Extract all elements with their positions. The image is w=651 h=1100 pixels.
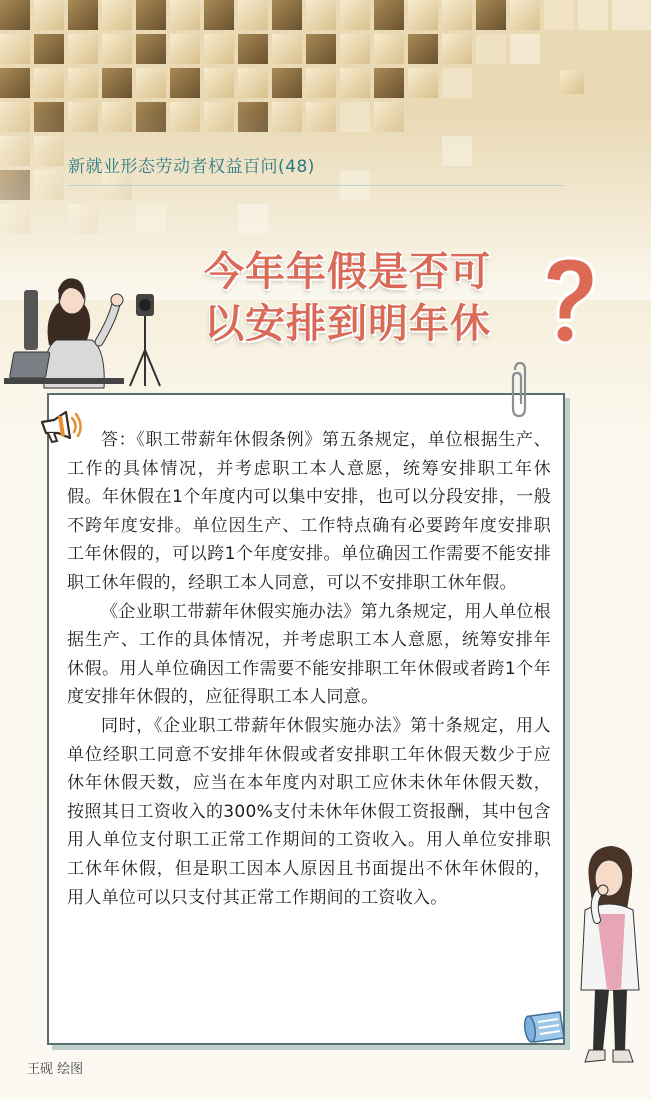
answer-paragraph-3: 同时，《企业职工带薪年休假实施办法》第十条规定，用人单位经职工同意不安排年休假或者安排职工年休假天数少于应休年休假天数，应当在本年度内对职工应休未休年休假天数，按照其日工资收入的300%支付未休年休假工资报酬，其中包含用人单位支付职工正常工作期间的工资收入。用人单位安排职工休年休假，但是职工因本人原因且书面提出不休年休假的，用人单位可以只支付其正常工作期间的工资收入。 [67, 715, 551, 908]
headline-line-1: 今年年假是否可 [204, 249, 491, 295]
answer-body [67, 426, 551, 912]
illustration-streamer-girl [4, 250, 174, 390]
paperclip-icon [509, 360, 529, 420]
question-mark-icon [528, 250, 608, 350]
series-title: 新就业形态劳动者权益百问(48) [68, 157, 315, 177]
answer-paragraph-2: 《企业职工带薪年休假实施办法》第九条规定，用人单位根据生产、工作的具体情况，并考虑职工本人意愿，统筹安排年休假。用人单位确因工作需要不能安排职工年休假或者跨1个年度安排年休假的，应征得职工本人同意。 [67, 601, 551, 708]
series-divider [68, 185, 564, 186]
illustration-thinking-girl [567, 840, 651, 1080]
headline [204, 246, 534, 350]
answer-paragraph-1: 答：《职工带薪年休假条例》第五条规定，单位根据生产、工作的具体情况，并考虑职工本人意愿，统筹安排职工年休假。年休假在1个年度内可以集中安排，也可以分段安排，一般不跨年度安排。单位因生产、工作特点确有必要跨年度安排职工年休假的，可以跨1个年度安排。单位确因工作需要不能安排职工休年假的，经职工本人同意，可以不安排职工休年假。 [67, 430, 551, 593]
scroll-icon [520, 1010, 568, 1048]
illustrator-credit: 王砚 绘图 [27, 1062, 84, 1077]
headline-line-2: 以安排到明年休 [204, 301, 491, 347]
